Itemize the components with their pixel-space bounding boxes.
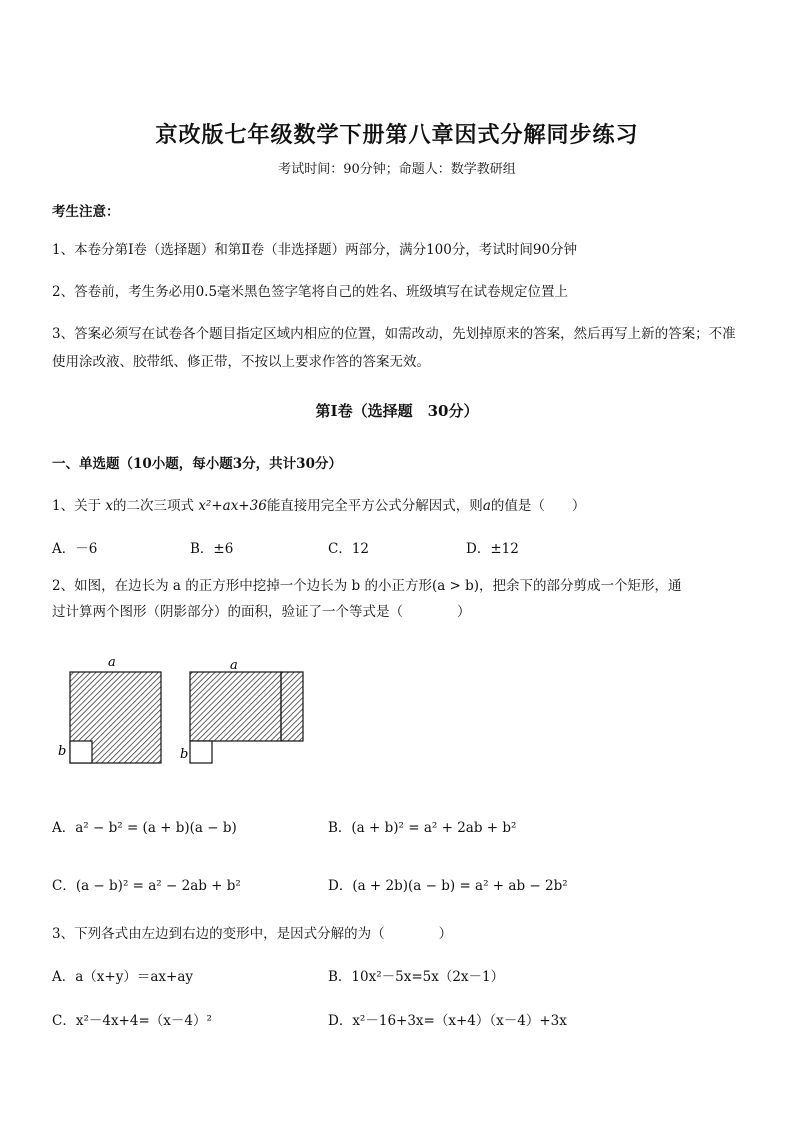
- q2-option-a[interactable]: A．a² − b² = (a + b)(a − b): [52, 820, 237, 836]
- q1-stem-part: 的值是（ ）: [490, 498, 586, 514]
- q1-option-a[interactable]: A．－6: [52, 541, 98, 557]
- question-3-stem: 3、下列各式由左边到右边的变形中，是因式分解的为（ ）: [52, 926, 453, 942]
- label-a-left: a: [108, 655, 116, 670]
- q1-stem-part: 的二次三项式: [113, 498, 199, 514]
- q1-option-c[interactable]: C．12: [328, 541, 370, 557]
- part-heading: 一、单选题（10小题，每小题3分，共计30分）: [52, 456, 342, 472]
- exam-info: 考试时间：90分钟；命题人：数学教研组: [278, 162, 516, 177]
- q2-option-d[interactable]: D．(a + 2b)(a − b) = a² + ab − 2b²: [328, 878, 568, 894]
- page-title: 京改版七年级数学下册第八章因式分解同步练习: [155, 122, 639, 148]
- q1-option-d[interactable]: D．±12: [466, 541, 519, 557]
- q1-stem-part: 能直接用完全平方公式分解因式，则: [266, 498, 483, 514]
- right-shaded-rectangle: [190, 672, 281, 741]
- q2-option-b[interactable]: B．(a + b)² = a² + 2ab + b²: [328, 820, 517, 836]
- right-small-square: [190, 741, 212, 763]
- q1-option-b[interactable]: B．±6: [190, 541, 234, 557]
- notice-heading: 考生注意：: [52, 204, 120, 220]
- q3-option-c[interactable]: C．x²－4x+4=（x－4）²: [52, 1013, 212, 1029]
- q3-option-b[interactable]: B．10x²－5x=5x（2x－1）: [328, 969, 505, 985]
- label-b-right: b: [180, 747, 189, 762]
- label-b-left: b: [58, 744, 67, 759]
- left-small-square: [70, 741, 92, 763]
- notice-item-3: 3、答案必须写在试卷各个题目指定区域内相应的位置，如需改动，先划掉原来的答案，然后再写上新的答案；不准使用涂改液、胶带纸、修正带，不按以上要求作答的答案无效。: [52, 326, 736, 370]
- q1-expression: x²+ax+36: [198, 498, 267, 514]
- square-rectangle-figure: [50, 650, 320, 770]
- q2-option-c[interactable]: C．(a − b)² = a² − 2ab + b²: [52, 878, 241, 894]
- q1-stem-part: 1、关于: [52, 498, 106, 514]
- right-shaded-strip: [281, 672, 303, 741]
- question-2-line-2: 过计算两个图形（阴影部分）的面积，验证了一个等式是（ ）: [52, 604, 471, 620]
- notice-item-1: 1、本卷分第Ⅰ卷（选择题）和第Ⅱ卷（非选择题）两部分，满分100分，考试时间90分钟: [52, 242, 578, 258]
- q3-option-a[interactable]: A．a（x+y）＝ax+ay: [52, 969, 193, 985]
- q1-var-x: x: [105, 498, 114, 514]
- q1-var-a: a: [482, 498, 491, 514]
- q3-option-d[interactable]: D．x²－16+3x=（x+4）（x－4）+3x: [328, 1013, 567, 1029]
- notice-item-2: 2、答卷前，考生务必用0.5毫米黑色签字笔将自己的姓名、班级填写在试卷规定位置上: [52, 284, 569, 300]
- question-2-line-1: 2、如图，在边长为 a 的正方形中挖掉一个边长为 b 的小正方形(a > b)，把余下的部分剪成一个矩形，通: [52, 578, 682, 594]
- section-title: 第Ⅰ卷（选择题 30分）: [315, 402, 479, 420]
- label-a-right: a: [230, 658, 238, 673]
- question-1-stem: [52, 494, 585, 514]
